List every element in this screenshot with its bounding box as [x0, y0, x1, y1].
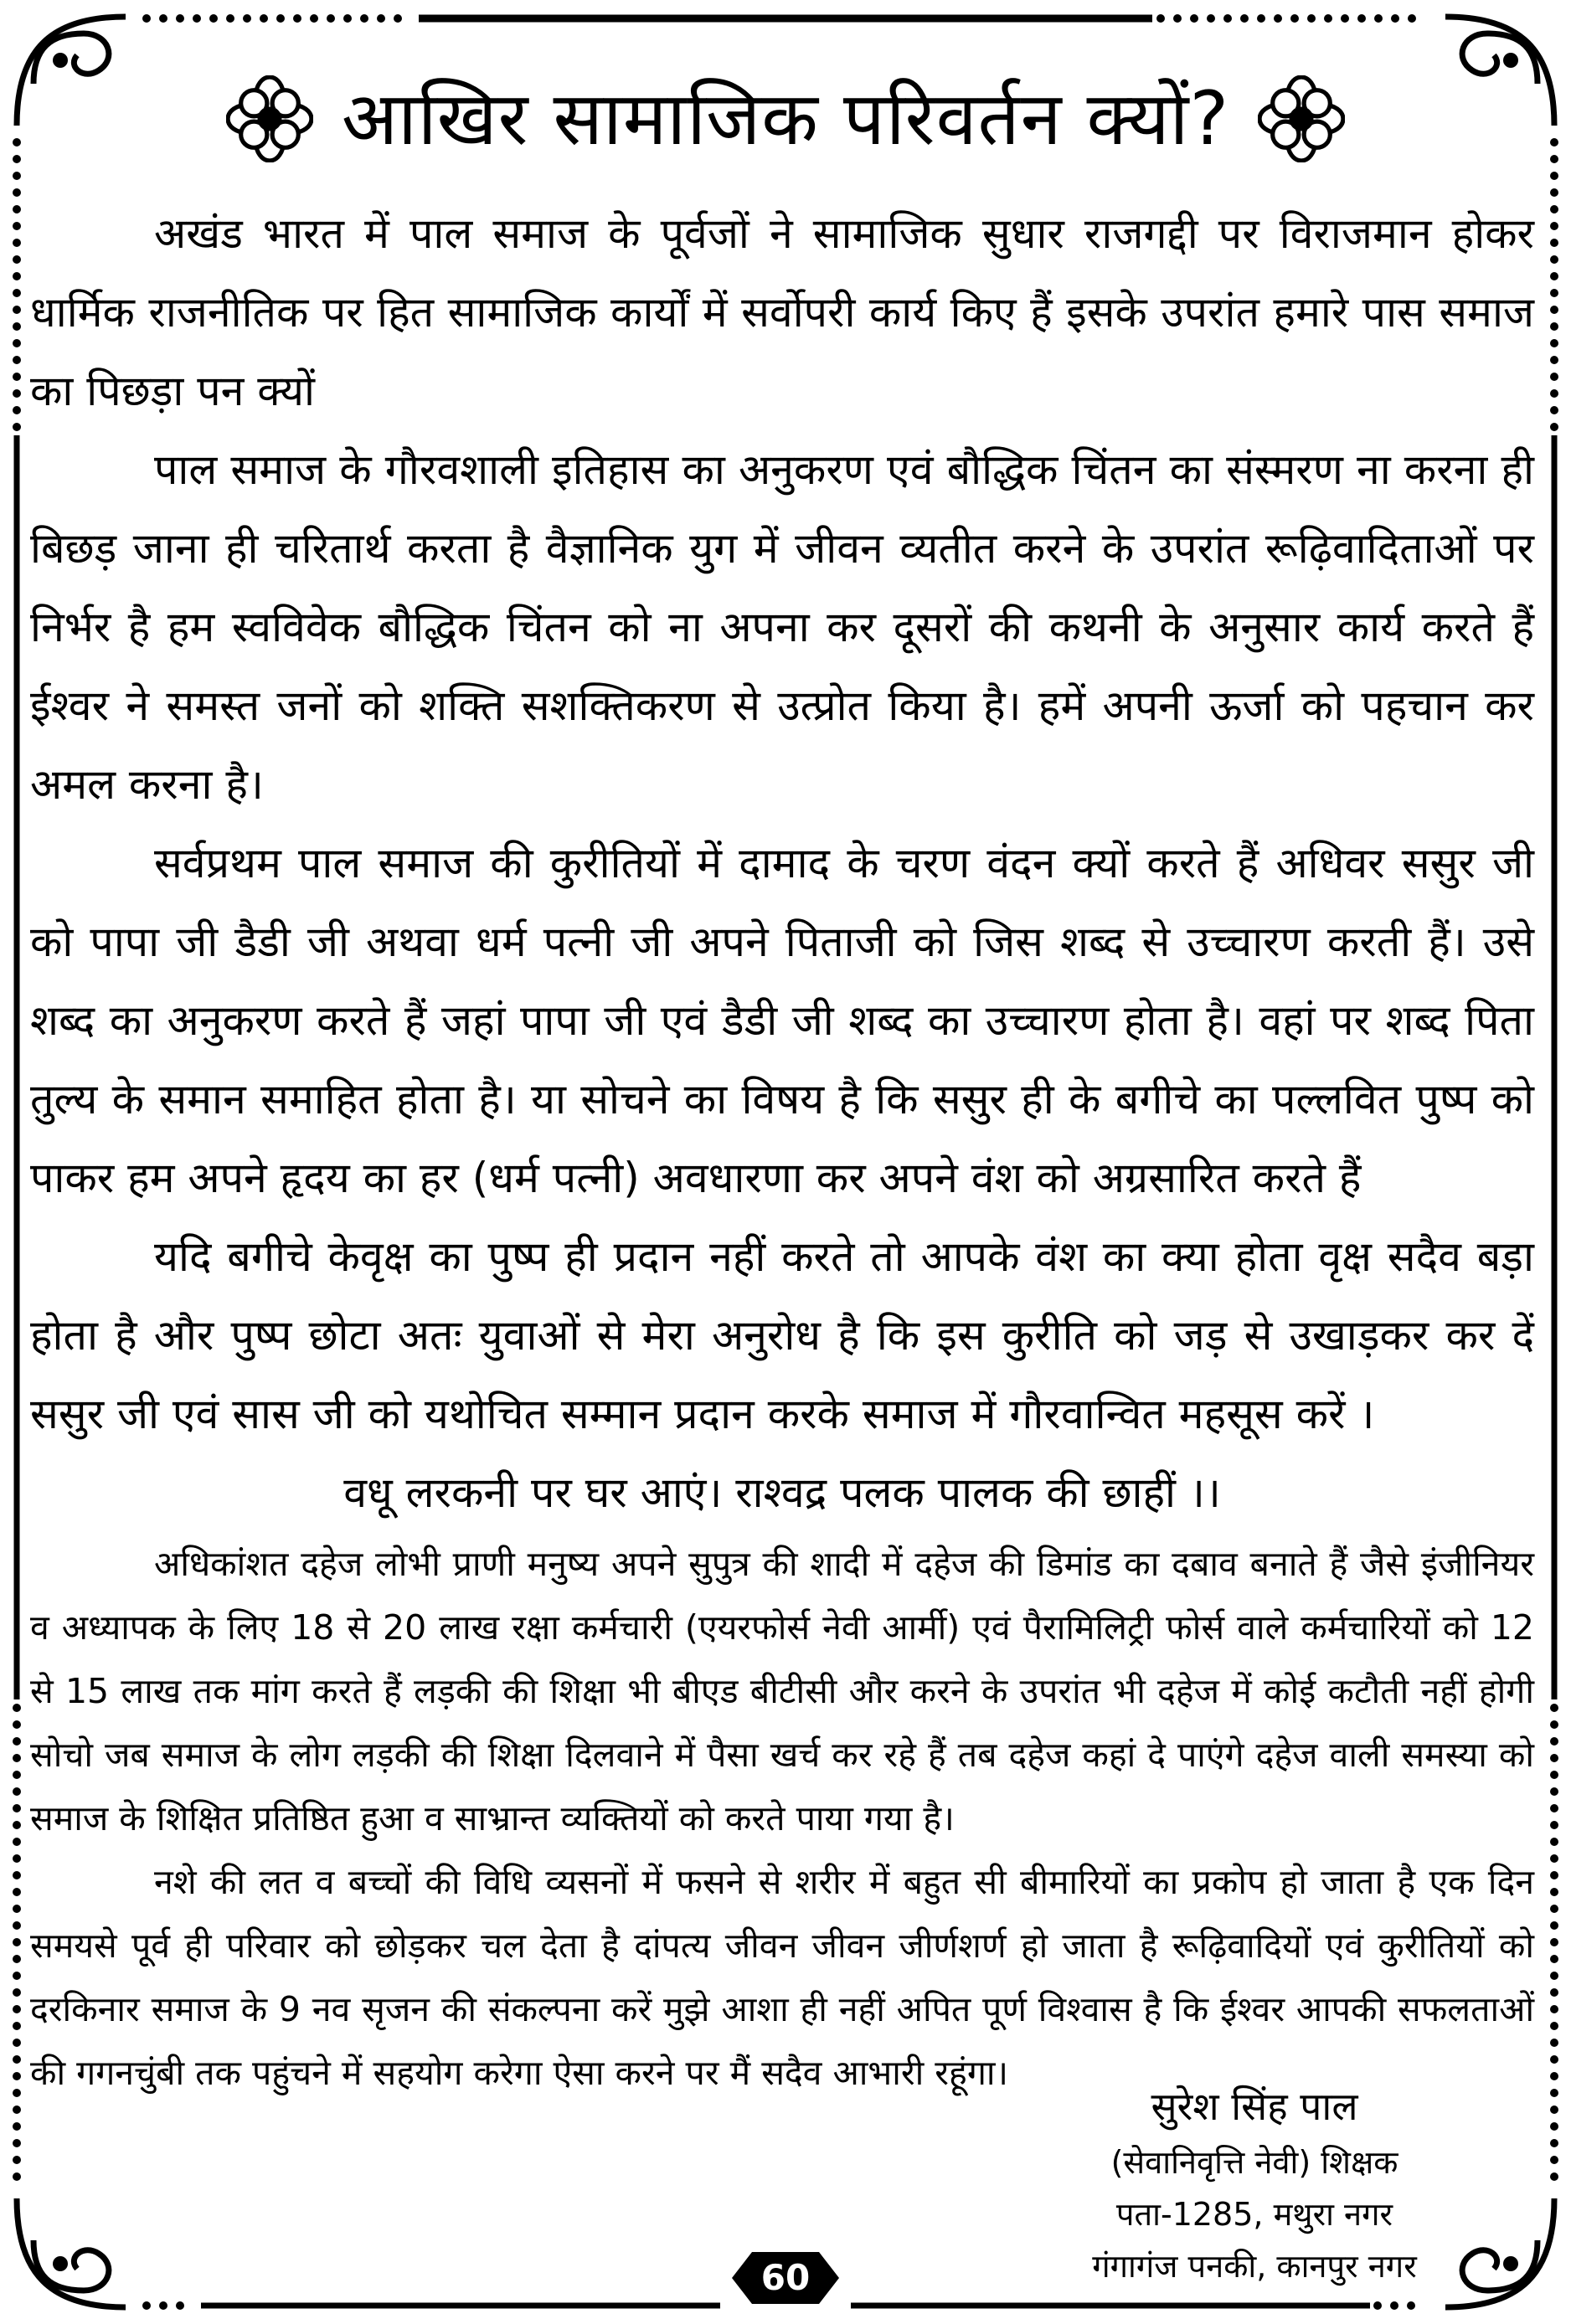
border-dot: [1550, 289, 1558, 297]
border-dot: [1274, 14, 1282, 23]
border-dot: [13, 1972, 21, 1980]
page-number-badge: [732, 2252, 839, 2304]
page-heading: [0, 69, 1571, 169]
border-dot: [13, 1854, 21, 1863]
border-dot: [1550, 2072, 1558, 2080]
border-dot: [1550, 1754, 1558, 1762]
border-dot: [1550, 423, 1558, 431]
border-dot: [1550, 389, 1558, 398]
border-dot: [1550, 222, 1558, 230]
border-dot: [1290, 14, 1299, 23]
border-dot: [394, 14, 402, 23]
border-dot: [1550, 1821, 1558, 1829]
border-dot: [377, 14, 385, 23]
border-dot: [1550, 1888, 1558, 1896]
border-dot: [13, 406, 21, 414]
border-dot: [142, 2301, 151, 2310]
author-name: सुरेश सिंह पाल: [1151, 2084, 1358, 2129]
border-dot: [13, 2172, 21, 2181]
border-dot: [1550, 1704, 1558, 1712]
border-dot: [13, 1720, 21, 1729]
border-dot: [1307, 14, 1316, 23]
border-dot: [1550, 1854, 1558, 1863]
border-dot: [13, 1804, 21, 1812]
border-dot: [1550, 1988, 1558, 1997]
border-dot: [13, 2022, 21, 2030]
border-dot: [1550, 1787, 1558, 1796]
border-dot: [1240, 14, 1249, 23]
border-dot: [13, 2005, 21, 2013]
border-dot: [1550, 172, 1558, 180]
border-dot: [13, 373, 21, 381]
verse-line: वधू लरकनी पर घर आएं। राश्वद्र पलक पालक की छाहीं ।।: [343, 1468, 1221, 1517]
border-dot: [1373, 2301, 1382, 2310]
border-dot: [1550, 306, 1558, 314]
border-dot: [1407, 2301, 1415, 2310]
border-dot: [13, 188, 21, 197]
paragraph: पाल समाज के गौरवशाली इतिहास का अनुकरण एवं बौद्धिक चिंतन का संस्मरण ना करना ही बिछड़ जाना ही चरितार्थ करता है वैज्ञानिक युग में जीवन व्यतीत करने के उपरांत रूढ़िवादिताओं पर निर्भर है हम स्वविवेक बौद्धिक चिंतन को ना अपना कर दूसरों की कथनी के अनुसार कार्य करते हैं ईश्वर ने समस्त जनों को शक्ति सशक्तिकरण से उत्प्रोत किया है। हमें अपनी ऊर्जा को पहचान कर अमल करना है।: [30, 445, 1534, 809]
border-dot: [13, 1921, 21, 1930]
border-dot: [1550, 406, 1558, 414]
border-dot: [310, 14, 318, 23]
paragraph: सर्वप्रथम पाल समाज की कुरीतियों में दामाद के चरण वंदन क्यों करते हैं अधिवर ससुर जी को पापा जी डैडी जी अथवा धर्म पत्नी जी अपने पिताजी को जिस शब्द से उच्चारण करती हैं। उसे शब्द का अनुकरण करते हैं जहां पापा जी एवं डैडी जी शब्द का उच्चारण होता है। वहां पर शब्द पिता तुल्य के समान समाहित होता है। या सोचने का विषय है कि ससुर ही के बगीचे का पल्लवित पुष्प को पाकर हम अपने हृदय का हर (धर्म पत्नी) अवधारणा कर अपने वंश को अग्रसारित करते हैं: [30, 839, 1534, 1202]
border-dot: [176, 2301, 184, 2310]
border-dot: [1550, 1972, 1558, 1980]
border-dot: [159, 14, 167, 23]
border-dot: [142, 14, 151, 23]
border-dot: [13, 306, 21, 314]
border-dot: [327, 14, 335, 23]
border-dot: [1550, 2055, 1558, 2064]
border-dot: [1550, 1838, 1558, 1846]
border-dot: [13, 272, 21, 280]
border-dot: [1550, 2022, 1558, 2030]
border-dot: [260, 14, 268, 23]
paragraph: अखंड भारत में पाल समाज के पूर्वजों ने सामाजिक सुधार राजगद्दी पर विराजमान होकर धार्मिक राजनीतिक पर हित सामाजिक कार्यों में सर्वोपरी कार्य किए हैं इसके उपरांत हमारे पास समाज का पिछड़ा पन क्यों: [30, 209, 1534, 415]
border-dot: [1550, 1938, 1558, 1946]
border-dot: [1550, 2105, 1558, 2114]
border-dot: [13, 2089, 21, 2097]
border-dot: [13, 1871, 21, 1879]
border-dot: [13, 356, 21, 364]
flower-icon: [226, 75, 313, 162]
author-designation: (सेवानिवृत्ति नेवी) शिक्षक: [1110, 2144, 1398, 2181]
border-dot: [13, 239, 21, 247]
border-dot: [13, 1821, 21, 1829]
border-dot: [13, 1737, 21, 1746]
border-dot: [1550, 2089, 1558, 2097]
border-dot: [1550, 2172, 1558, 2181]
paragraph: नशे की लत व बच्चों की विधि व्यसनों में फसने से शरीर में बहुत सी बीमारियों का प्रकोप हो जाता है एक दिन समयसे पूर्व ही परिवार को छोड़कर चल देता है दांपत्य जीवन जीवन जीर्णशर्ण हो जाता है रूढ़िवादियों एवं कुरीतियों को दरकिनार समाज के 9 नव सृजन की संकल्पना करें मुझे आशा ही नहीं अपित पूर्ण विश्वास है कि ईश्वर आपकी सफलताओं की गगनचुंबी तक पहुंचने में सहयोग करेगा ऐसा करने पर मैं सदैव आभारी रहूंगा।: [30, 1862, 1534, 2093]
border-dot: [1173, 14, 1182, 23]
border-dot: [1390, 2301, 1398, 2310]
border-dot: [13, 322, 21, 331]
border-dot: [276, 14, 285, 23]
border-dot: [1223, 14, 1232, 23]
title-text: आखिर सामाजिक परिवर्तन क्यों?: [341, 75, 1230, 162]
border-dot: [1550, 1737, 1558, 1746]
border-dot: [226, 14, 234, 23]
border-dot: [1207, 14, 1215, 23]
author-address-line: पता-1285, मथुरा नगर: [1115, 2196, 1393, 2233]
border-dot: [1550, 356, 1558, 364]
border-dot: [1550, 322, 1558, 331]
border-dot: [1550, 1955, 1558, 1963]
border-dot: [193, 14, 201, 23]
border-dot: [13, 1787, 21, 1796]
border-dot: [243, 14, 251, 23]
border-dot: [13, 1955, 21, 1963]
border-dot: [1341, 14, 1349, 23]
border-dot: [1550, 2156, 1558, 2164]
border-dot: [13, 1888, 21, 1896]
border-dot: [13, 222, 21, 230]
border-dot: [1550, 205, 1558, 213]
border-dot: [1550, 2122, 1558, 2131]
paragraph: अधिकांशत दहेज लोभी प्राणी मनुष्य अपने सुपुत्र की शादी में दहेज की डिमांड का दबाव बनाते हैं जैसे इंजीनियर व अध्यापक के लिए 18 से 20 लाख रक्षा कर्मचारी (एयरफोर्स नेवी आर्मी) एवं पैरामिलिट्री फोर्स वाले कर्मचारियों को 12 से 15 लाख तक मांग करते हैं लड़की की शिक्षा भी बीएड बीटीसी और करने के उपरांत भी दहेज में कोई कटौती नहीं होगी सोचो जब समाज के लोग लड़की की शिक्षा दिलवाने में पैसा खर्च कर रहे हैं तब दहेज कहां दे पाएंगे दहेज वाली समस्या को समाज के शिक्षित प्रतिष्ठित हुआ व साभ्रान्त व्यक्तियों को करते पाया गया है।: [30, 1544, 1534, 1838]
border-dot: [13, 2072, 21, 2080]
article-body: [30, 194, 1534, 2105]
border-dot: [13, 1838, 21, 1846]
border-dot: [1550, 1921, 1558, 1930]
signature-block: [1037, 2076, 1472, 2292]
border-dot: [13, 2122, 21, 2131]
border-dot: [1550, 2005, 1558, 2013]
border-dot: [1257, 14, 1265, 23]
border-dot: [1391, 14, 1399, 23]
border-dot: [1550, 1720, 1558, 1729]
border-dot: [13, 1771, 21, 1779]
border-dot: [1550, 2139, 1558, 2147]
border-dot: [1550, 255, 1558, 264]
border-dot: [13, 2139, 21, 2147]
border-dot: [1550, 1905, 1558, 1913]
border-dot: [1357, 14, 1366, 23]
border-dot: [13, 2156, 21, 2164]
border-dot: [13, 2105, 21, 2114]
border-dot: [1550, 239, 1558, 247]
border-dot: [13, 2055, 21, 2064]
border-dot: [13, 289, 21, 297]
border-dot: [1550, 373, 1558, 381]
border-dot: [176, 14, 184, 23]
border-dot: [13, 1988, 21, 1997]
border-dot: [1550, 1771, 1558, 1779]
border-dot: [1190, 14, 1198, 23]
border-dot: [209, 14, 218, 23]
author-address-line: गंगागंज पनकी, कानपुर नगर: [1092, 2248, 1417, 2285]
border-dot: [1324, 14, 1332, 23]
border-dot: [13, 1938, 21, 1946]
border-dot: [159, 2301, 167, 2310]
border-dot: [13, 172, 21, 180]
flower-icon: [1258, 75, 1345, 162]
border-dot: [1550, 272, 1558, 280]
border-dot: [13, 389, 21, 398]
border-dot: [1550, 188, 1558, 197]
border-dot: [1550, 2039, 1558, 2047]
border-dot: [293, 14, 301, 23]
border-dot: [13, 255, 21, 264]
border-dot: [1550, 1871, 1558, 1879]
border-dot: [1408, 14, 1416, 23]
border-dot: [13, 2039, 21, 2047]
border-dot: [13, 339, 21, 347]
border-dot: [1550, 1804, 1558, 1812]
border-dot: [13, 205, 21, 213]
border-dot: [13, 423, 21, 431]
border-dot: [13, 1905, 21, 1913]
border-dot: [13, 1754, 21, 1762]
border-dot: [1550, 339, 1558, 347]
paragraph: यदि बगीचे केवृक्ष का पुष्प ही प्रदान नहीं करते तो आपके वंश का क्या होता वृक्ष सदैव बड़ा होता है और पुष्प छोटा अतः युवाओं से मेरा अनुरोध है कि इस कुरीति को जड़ से उखाड़कर कर दें ससुर जी एवं सास जी को यथोचित सम्मान प्रदान करके समाज में गौरवान्वित महसूस करें ।: [30, 1232, 1534, 1438]
border-dot: [1374, 14, 1383, 23]
border-dot: [343, 14, 352, 23]
border-dot: [360, 14, 368, 23]
border-dot: [1156, 14, 1165, 23]
page-number: 60: [760, 2257, 811, 2298]
border-dot: [13, 1704, 21, 1712]
